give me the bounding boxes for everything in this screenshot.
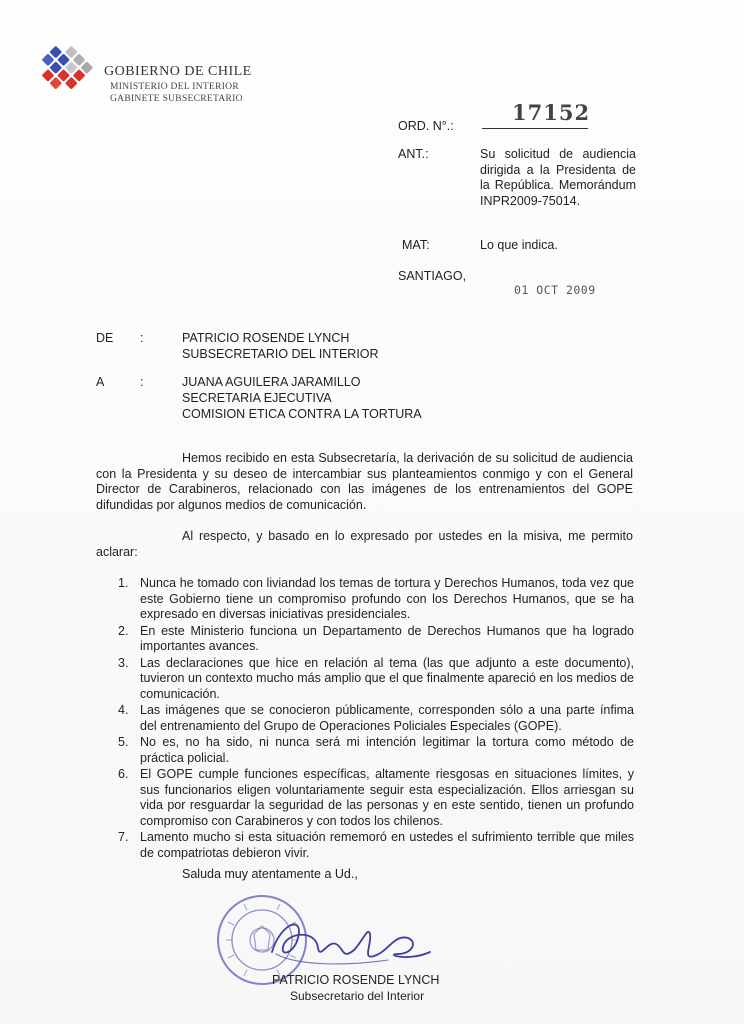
recipient-organization: COMISION ETICA CONTRA LA TORTURA (182, 407, 422, 421)
office-name: GABINETE SUBSECRETARIO (110, 94, 243, 104)
list-item: 2. En este Ministerio funciona un Departamento de Derechos Humanos que ha logrado importantes avances. (118, 623, 634, 653)
list-item: 3. Las declaraciones que hice en relación al tema (las que adjunto a este documento), tuvieron un contexto mucho más amplio que el que finalmente apareció en los medios de comunicación. (118, 655, 634, 701)
ministry-name: MINISTERIO DEL INTERIOR (110, 82, 239, 92)
handwritten-signature-icon (258, 904, 438, 979)
list-item: 4. Las imágenes que se conocieron públicamente, corresponden sólo a una parte ínfima del entrenamiento del Grupo de Operaciones Policiales Especiales (GOPE). (118, 703, 634, 733)
date-stamp: 01 OCT 2009 (514, 283, 596, 297)
signatory-name: PATRICIO ROSENDE LYNCH (272, 973, 440, 987)
closing-salutation: Saluda muy atentamente a Ud., (182, 867, 358, 881)
signatory-title: Subsecretario del Interior (290, 989, 425, 1003)
mat-label: MAT: (402, 238, 430, 252)
recipient-name: JUANA AGUILERA JARAMILLO (182, 375, 361, 389)
list-item: 5. No es, no ha sido, ni nunca será mi intención legitimar la tortura como método de práctica policial. (118, 735, 634, 765)
from-separator: : (140, 331, 144, 345)
ant-text: Su solicitud de audiencia dirigida a la Presidenta de la República. Memorándum INPR2009-75014. (480, 147, 636, 208)
sender-title: SUBSECRETARIO DEL INTERIOR (182, 347, 379, 361)
to-separator: : (140, 375, 144, 389)
body-paragraph-2: Al respecto, y basado en lo expresado por ustedes en la misiva, me permito aclarar: (96, 529, 633, 559)
ant-label: ANT.: (398, 147, 429, 161)
list-item: 6. El GOPE cumple funciones específicas, altamente riesgosas en situaciones límites, y sus funcionarios eligen voluntariamente seguir esta especialización. Ellos arriesgan su vida por resguardar la seguridad de las personas y en este sentido, tienen un profundo compromiso con Carabineros y con todos los chilenos. (118, 767, 634, 828)
sender-name: PATRICIO ROSENDE LYNCH (182, 331, 350, 345)
recipient-title: SECRETARIA EJECUTIVA (182, 391, 332, 405)
list-item: 7. Lamento mucho si esta situación rememoró en ustedes el sufrimiento terrible que miles de compatriotas debieron vivir. (118, 830, 634, 860)
body-paragraph-1: Hemos recibido en esta Subsecretaría, la derivación de su solicitud de audiencia con la Presidenta y su deseo de intercambiar sus planteamientos conmigo y con el General Director de Carabineros, relacionado con las imágenes de los entrenamientos del GOPE difundidas por algunos medios de comunicación. (96, 451, 633, 512)
government-logo-icon (26, 42, 94, 106)
mat-text: Lo que indica. (480, 238, 558, 252)
from-label: DE (96, 331, 114, 345)
government-name: GOBIERNO DE CHILE (104, 64, 252, 79)
ord-underline (482, 128, 588, 129)
place-label: SANTIAGO, (398, 269, 467, 283)
ord-number: 17152 (512, 100, 591, 125)
ord-label: ORD. N°.: (398, 119, 454, 133)
to-label: A (96, 375, 105, 389)
list-item: 1. Nunca he tomado con liviandad los temas de tortura y Derechos Humanos, toda vez que este Gobierno tiene un compromiso profundo con los Derechos Humanos, que se ha expresado en diversas iniciativas presidenciales. (118, 576, 634, 621)
numbered-list (98, 576, 634, 862)
